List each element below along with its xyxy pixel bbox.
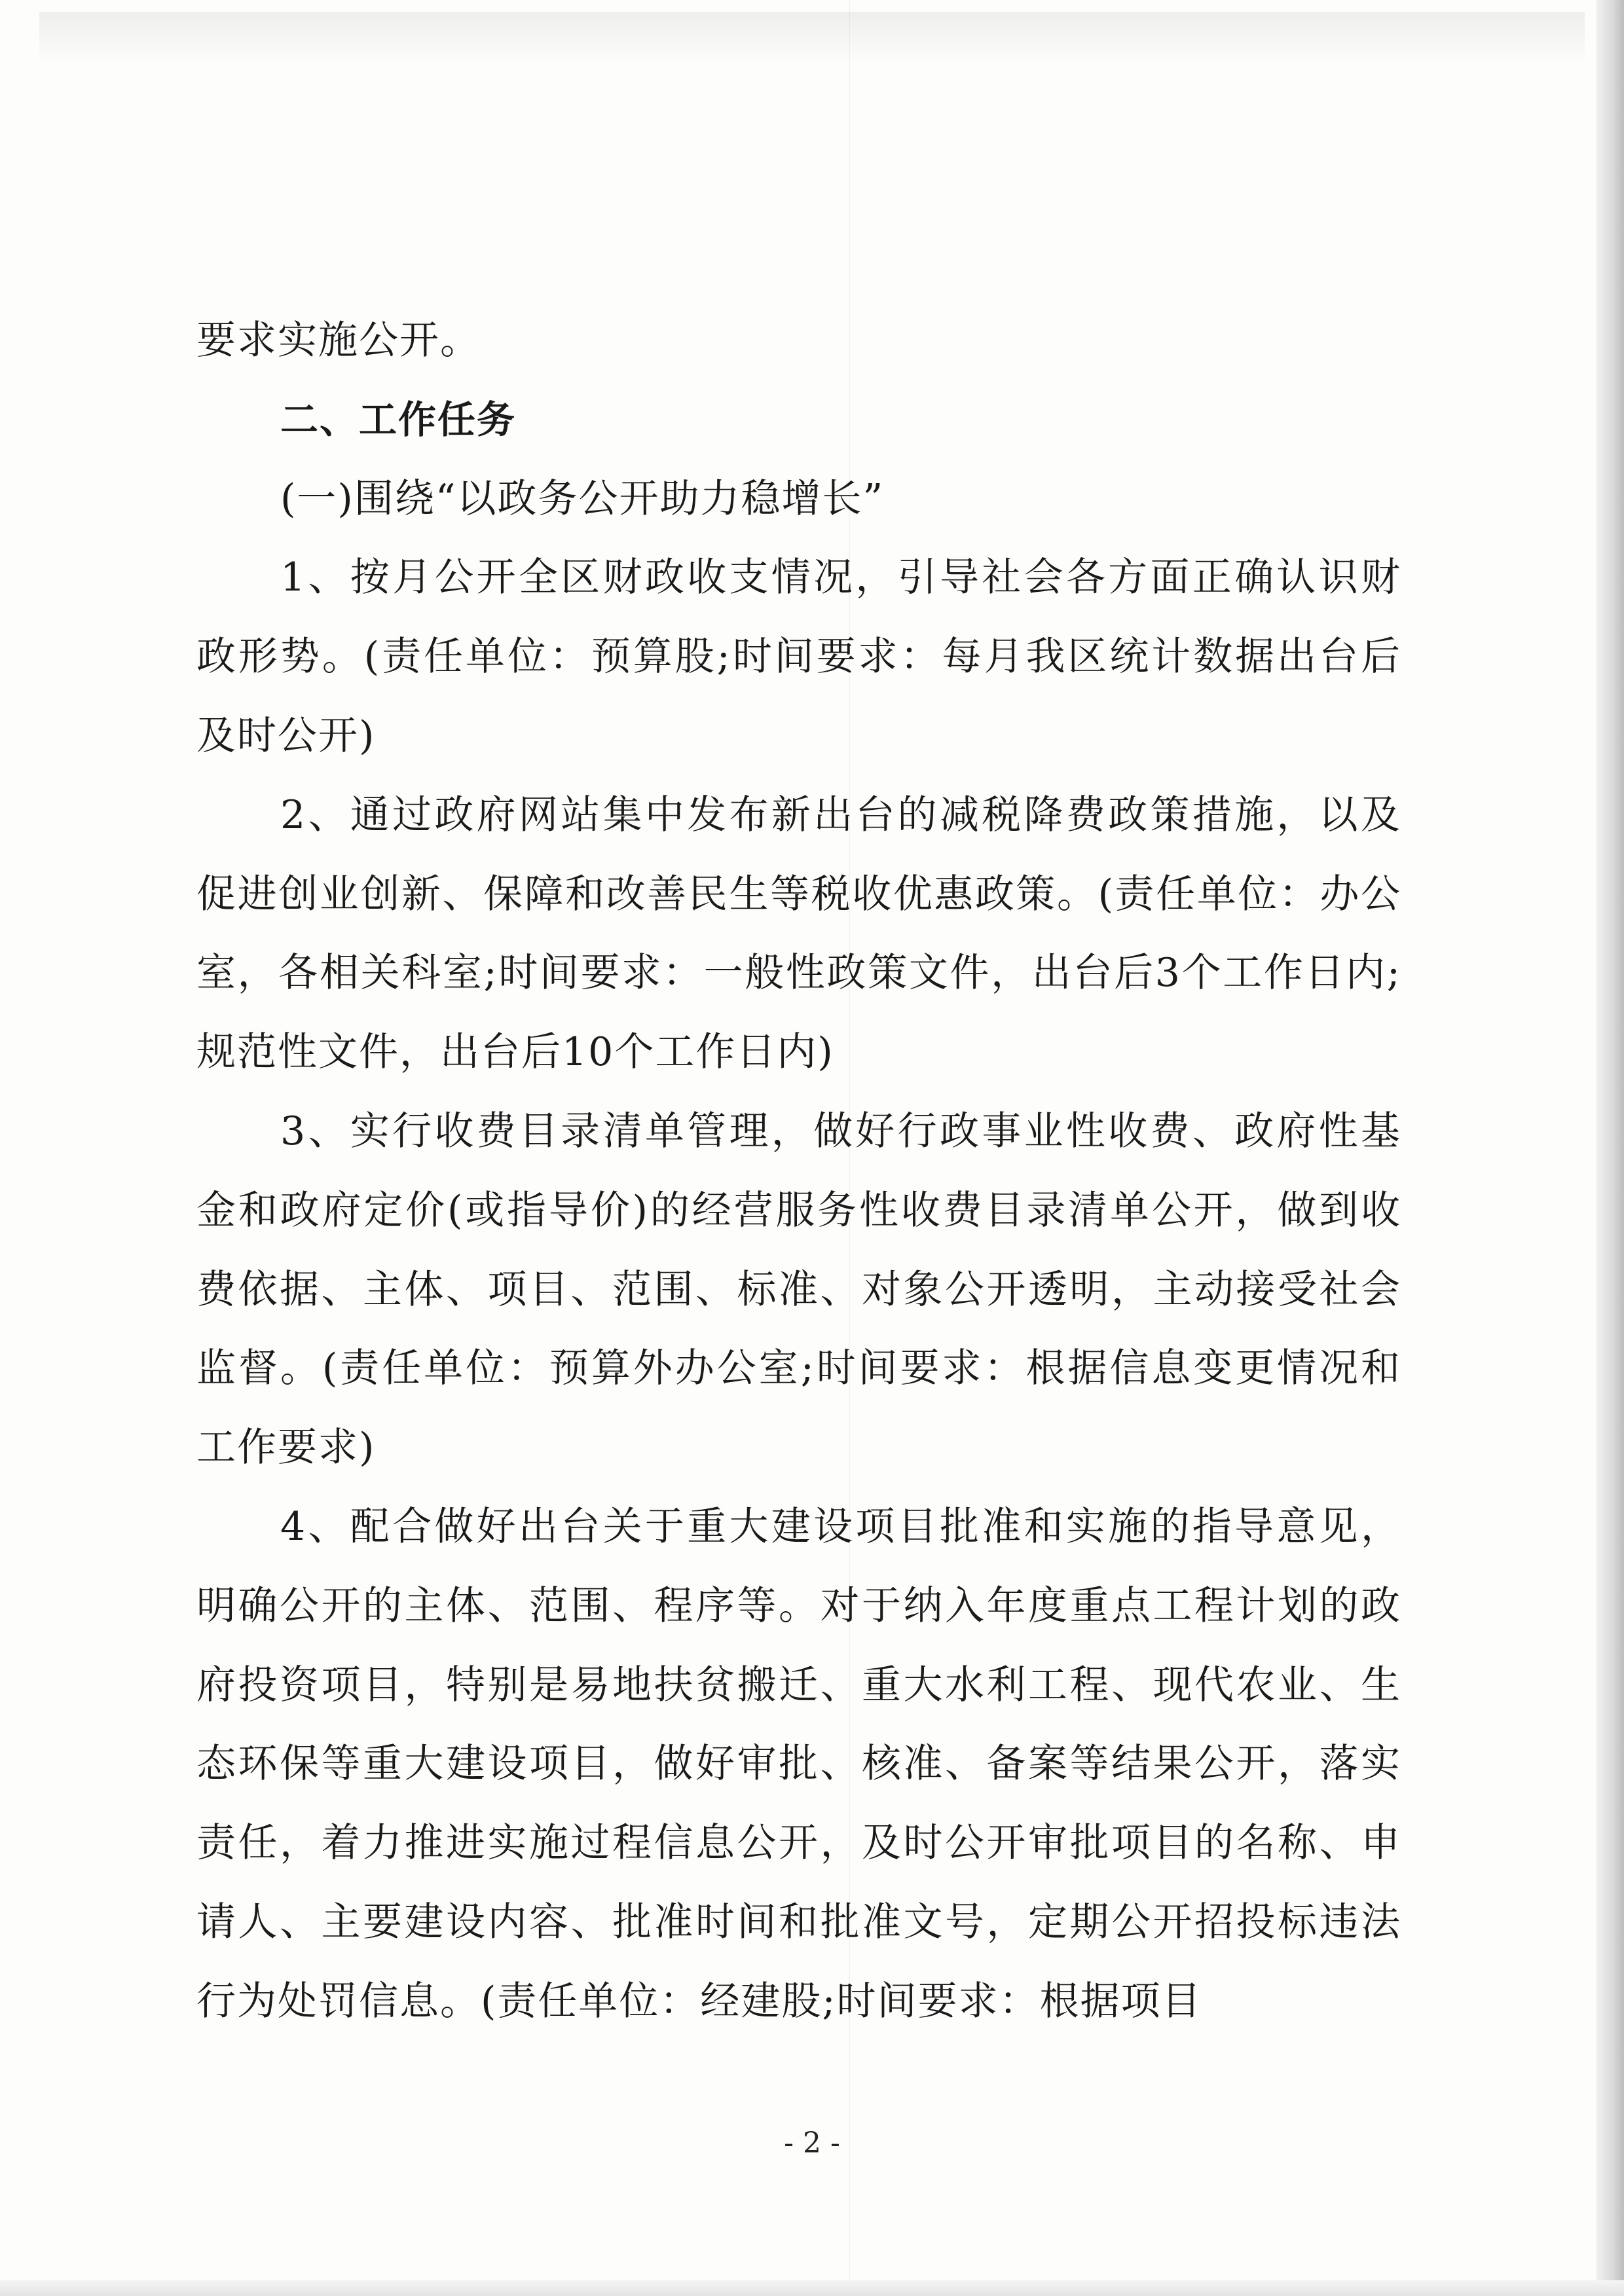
task-item-1: 1、按月公开全区财政收支情况，引导社会各方面正确认识财政形势。(责任单位：预算股;时间要求：每月我区统计数据出台后及时公开) xyxy=(196,555,1401,759)
scan-right-edge xyxy=(1596,0,1624,2296)
section-heading: 二、工作任务 xyxy=(280,397,517,442)
task-item-3: 3、实行收费目录清单管理，做好行政事业性收费、政府性基金和政府定价(或指导价)的经营服务性收费目录清单公开，做到收费依据、主体、项目、范围、标准、对象公开透明，主动接受社会监督。(责任单位：预算外办公室;时间要求：根据信息变更情况和工作要求) xyxy=(196,1108,1401,1471)
scan-bleed-artifact xyxy=(39,12,1585,64)
scan-bottom-edge xyxy=(0,2280,1624,2296)
document-body xyxy=(196,301,1401,2041)
task-item-4: 4、配合做好出台关于重大建设项目批准和实施的指导意见，明确公开的主体、范围、程序等。对于纳入年度重点工程计划的政府投资项目，特别是易地扶贫搬迁、重大水利工程、现代农业、生态环保等重大建设项目，做好审批、核准、备案等结果公开，落实责任，着力推进实施过程信息公开，及时公开审批项目的名称、申请人、主要建设内容、批准时间和批准文号，定期公开招投标违法行为处罚信息。(责任单位：经建股;时间要求：根据项目 xyxy=(196,1503,1401,2024)
page-number: - 2 - xyxy=(784,2126,840,2160)
paragraph-continuation: 要求实施公开。 xyxy=(196,318,481,363)
subsection-heading: (一)围绕“以政务公开助力稳增长” xyxy=(280,475,885,522)
task-item-2: 2、通过政府网站集中发布新出台的减税降费政策措施，以及促进创业创新、保障和改善民生等税收优惠政策。(责任单位：办公室，各相关科室;时间要求：一般性政策文件，出台后3个工作日内;规范性文件，出台后10个工作日内) xyxy=(196,792,1401,1076)
